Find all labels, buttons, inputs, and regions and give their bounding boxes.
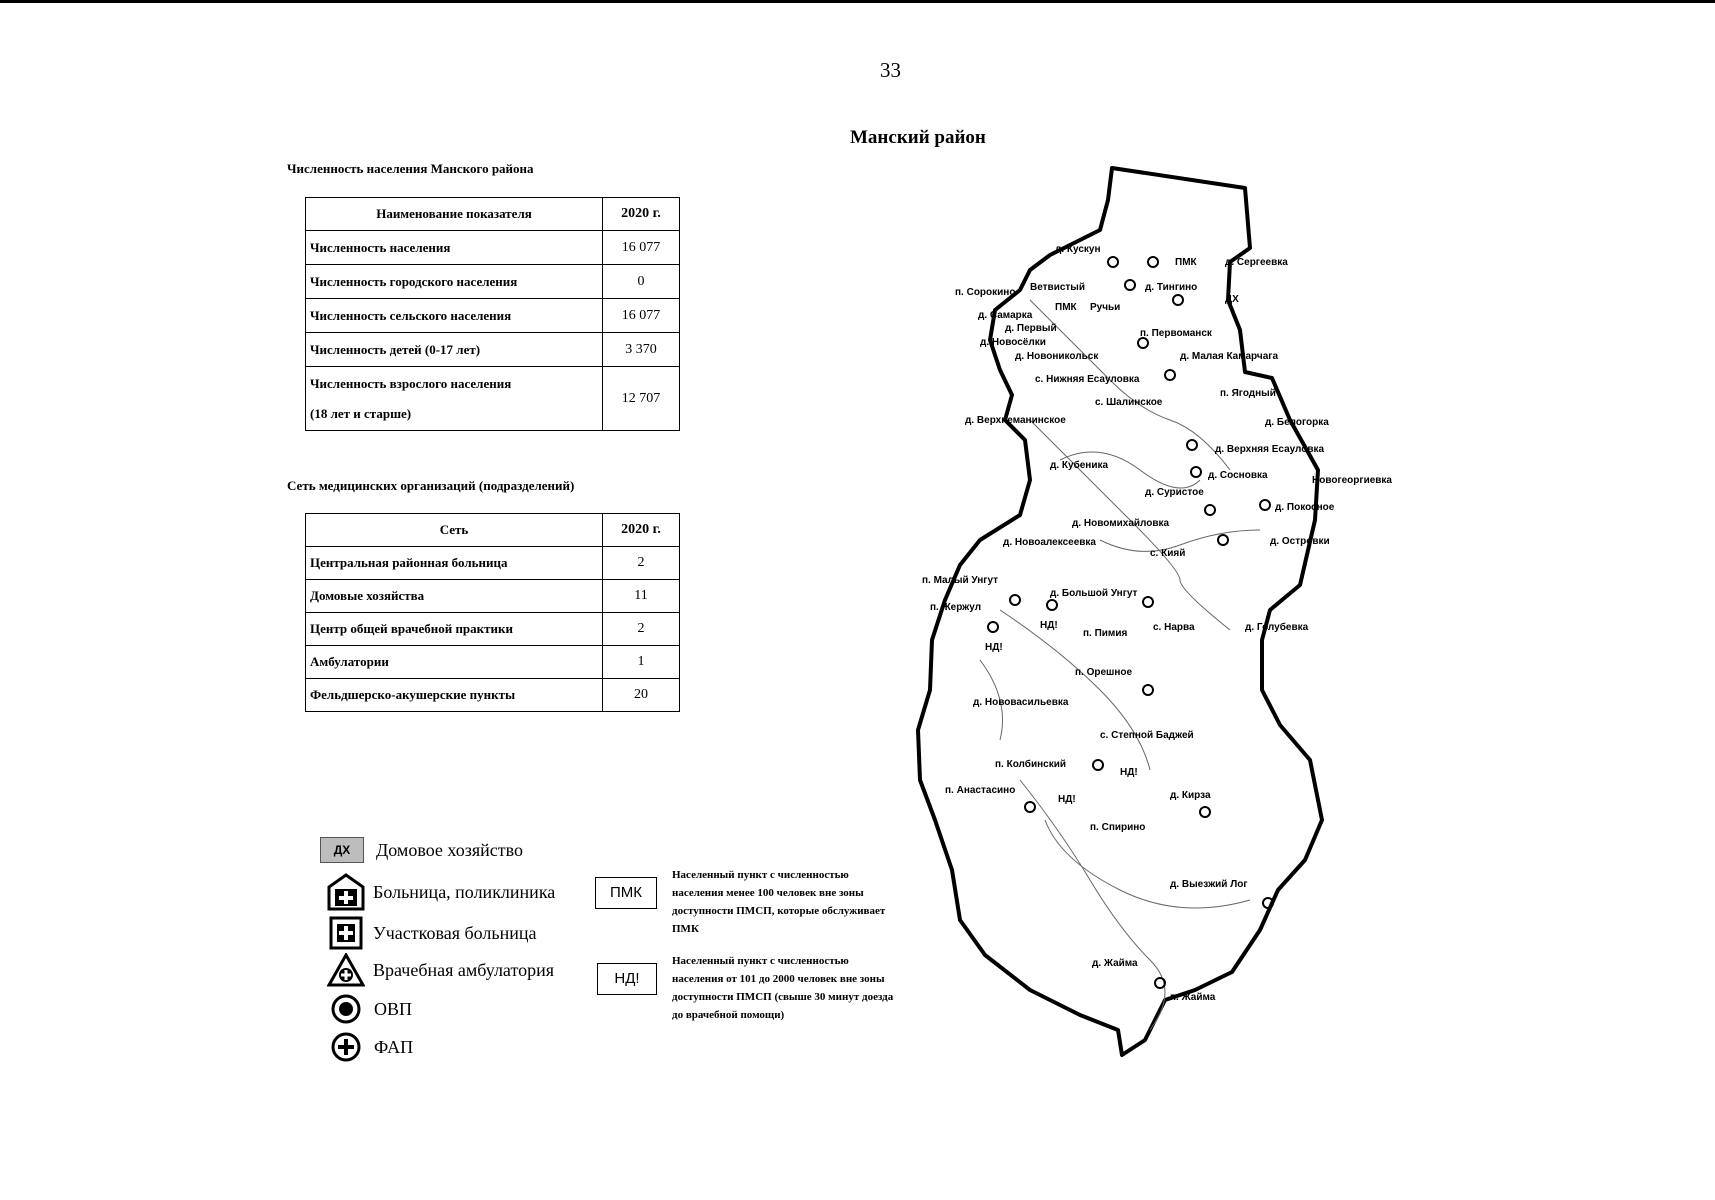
map-label: д. Кубеника: [1050, 460, 1109, 471]
map-label: ДХ: [1225, 294, 1239, 305]
map-marker: [1010, 595, 1020, 605]
map-label: Новогеоргиевка: [1312, 475, 1392, 486]
table-row: [306, 265, 680, 299]
row-name: [306, 367, 603, 431]
page-number: 33: [880, 58, 901, 82]
map-label: ПМК: [1175, 257, 1197, 268]
table-header-row: [306, 198, 680, 231]
row-name: Центральная районная больница: [306, 547, 603, 580]
map-marker: [1125, 280, 1135, 290]
table-row: [306, 613, 680, 646]
map-label: с. Шалинское: [1095, 397, 1163, 408]
pmk-code-box: ПМК: [595, 877, 657, 909]
row-value: 16 077: [603, 299, 680, 333]
district-title: Манский район: [850, 127, 986, 148]
ambulatory-icon: [327, 953, 365, 987]
row-value: 0: [603, 265, 680, 299]
map-marker: [1047, 600, 1057, 610]
table-row: [306, 367, 680, 431]
map-marker: [1143, 597, 1153, 607]
table-header-year: 2020 г.: [603, 514, 680, 547]
row-value: 11: [603, 580, 680, 613]
top-rule: [0, 0, 1715, 3]
population-table: [305, 197, 680, 431]
map-label: д. Верхняя Есауловка: [1215, 444, 1325, 455]
map-label: п. Спирино: [1090, 822, 1146, 833]
row-value: 1: [603, 646, 680, 679]
row-value: 12 707: [603, 367, 680, 431]
map-label: НД!: [985, 642, 1003, 653]
map-label: п. Жержул: [930, 602, 982, 613]
map-label: д. Кускун: [1055, 244, 1101, 255]
map-label: п. Первоманск: [1140, 328, 1212, 339]
legend-ambulatory: [327, 953, 554, 987]
network-table-caption: Сеть медицинских организаций (подразделений): [287, 478, 575, 493]
map-marker: [1025, 802, 1035, 812]
legend-ovp-label: ОВП: [374, 998, 413, 1019]
map-marker: [1143, 685, 1153, 695]
table-header-name: Наименование показателя: [306, 198, 603, 231]
table-row: [306, 580, 680, 613]
fap-icon: [330, 1031, 362, 1063]
legend-fap: [330, 1031, 413, 1063]
map-label: НД!: [1040, 620, 1058, 631]
row-name-line1: Численность взрослого населения: [310, 375, 512, 391]
rivers: [980, 300, 1260, 1030]
map-label: д. Новосёлки: [980, 337, 1046, 348]
row-name: Центр общей врачебной практики: [306, 613, 603, 646]
map-marker: [1138, 338, 1148, 348]
table-row: [306, 547, 680, 580]
table-row: [306, 333, 680, 367]
row-name-line2: (18 лет и старше): [310, 405, 412, 421]
legend-fap-label: ФАП: [374, 1036, 414, 1057]
population-table-caption: Численность населения Манского района: [287, 161, 534, 176]
legend-household-label: Домовое хозяйство: [376, 839, 523, 860]
map-label: д. Большой Унгут: [1050, 588, 1138, 599]
legend-household: [320, 837, 523, 863]
row-value: 16 077: [603, 231, 680, 265]
map-marker: [1165, 370, 1175, 380]
map-label: с. Нарва: [1153, 622, 1195, 633]
map-label: д. Суристое: [1145, 487, 1204, 498]
table-header-year: 2020 г.: [603, 198, 680, 231]
map-label: д. Самарка: [978, 310, 1033, 321]
map-label: д. Новоникольск: [1015, 351, 1099, 362]
map-label: д. Сосновка: [1208, 470, 1268, 481]
table-row: [306, 299, 680, 333]
map-label: д. Голубевка: [1245, 622, 1309, 633]
map-marker: [1148, 257, 1158, 267]
map-label: Ручьи: [1090, 302, 1121, 313]
nd-note: Населенный пункт с численностью населения от 101 до 2000 человек вне зоны доступности ПМСП (свыше 30 минут доезда до врачебной помощи): [672, 955, 894, 1021]
map-label: д. Кирза: [1170, 790, 1211, 801]
map-label: п. Ягодный: [1220, 388, 1276, 399]
map-marker: [988, 622, 998, 632]
row-name: Численность сельского населения: [306, 299, 603, 333]
legend-ovp: [330, 993, 412, 1025]
map-label: д. Островки: [1270, 536, 1330, 547]
row-name: Амбулатории: [306, 646, 603, 679]
pmk-note: Населенный пункт с численностью населения менее 100 человек вне зоны доступности ПМСП, которые обслуживает ПМК: [672, 869, 886, 935]
map-label: п. Сорокино: [955, 287, 1016, 298]
district-hospital-icon: [329, 916, 363, 950]
map-marker: [1205, 505, 1215, 515]
table-row: [306, 231, 680, 265]
legend-ambulatory-label: Врачебная амбулатория: [373, 959, 554, 980]
table-row: [306, 646, 680, 679]
map-label: с. Кияй: [1150, 548, 1186, 559]
map-label: д. Сергеевка: [1225, 257, 1288, 268]
map-label: Ветвистый: [1030, 282, 1085, 293]
map-label: п. Анастасино: [945, 785, 1016, 796]
map-label: д. Новоалексеевка: [1003, 537, 1096, 548]
table-row: [306, 679, 680, 712]
legend-district-hospital-label: Участковая больница: [373, 922, 537, 943]
map-label: НД!: [1120, 767, 1138, 778]
ovp-icon: [330, 993, 362, 1025]
map-label: д. Тингино: [1145, 282, 1198, 293]
map-marker: [1093, 760, 1103, 770]
map-label: с. Степной Баджей: [1100, 730, 1194, 741]
row-name: Численность детей (0-17 лет): [306, 333, 603, 367]
legend-district-hospital: [329, 916, 537, 950]
row-name: Домовые хозяйства: [306, 580, 603, 613]
map-marker: [1260, 500, 1270, 510]
map-label: д. Белогорка: [1265, 417, 1329, 428]
map-marker: [1200, 807, 1210, 817]
map-label: ПМК: [1055, 302, 1077, 313]
map-label: д. Первый: [1005, 323, 1057, 334]
row-name: Фельдшерско-акушерские пункты: [306, 679, 603, 712]
map-label: п. Малый Унгут: [922, 575, 999, 586]
map-marker: [1191, 467, 1201, 477]
network-table: [305, 513, 680, 712]
row-name: Численность населения: [306, 231, 603, 265]
legend-hospital: [327, 873, 555, 911]
map-label: д. Малая Камарчага: [1180, 351, 1279, 362]
nd-code-box: НД!: [597, 963, 657, 995]
map-label: д. Нововасильевка: [973, 697, 1069, 708]
map-label: п. Пимия: [1083, 628, 1128, 639]
hospital-icon: [327, 873, 365, 911]
map-label: с. Нижняя Есауловка: [1035, 374, 1140, 385]
map-label: п. Орешное: [1075, 667, 1133, 678]
row-value: 2: [603, 613, 680, 646]
table-header-row: [306, 514, 680, 547]
map-marker: [1187, 440, 1197, 450]
map-label: д. Жайма: [1092, 958, 1138, 969]
row-name: Численность городского населения: [306, 265, 603, 299]
map-label: д. Выезжий Лог: [1170, 879, 1248, 890]
map-marker: [1108, 257, 1118, 267]
district-map: [890, 155, 1410, 1060]
row-value: 3 370: [603, 333, 680, 367]
map-marker: [1173, 295, 1183, 305]
map-label: п. Колбинский: [995, 759, 1067, 770]
map-marker: [1218, 535, 1228, 545]
map-label: д. Новомихайловка: [1072, 518, 1170, 529]
row-value: 2: [603, 547, 680, 580]
table-header-name: Сеть: [306, 514, 603, 547]
map-label: НД!: [1058, 794, 1076, 805]
legend-hospital-label: Больница, поликлиника: [373, 881, 556, 902]
household-icon: ДХ: [320, 837, 364, 863]
map-label: д. Покосное: [1275, 502, 1335, 513]
map-labels: [922, 244, 1392, 1003]
map-label: п. Жайма: [1170, 992, 1216, 1003]
row-value: 20: [603, 679, 680, 712]
map-label: д. Верхнеманинское: [965, 415, 1066, 426]
